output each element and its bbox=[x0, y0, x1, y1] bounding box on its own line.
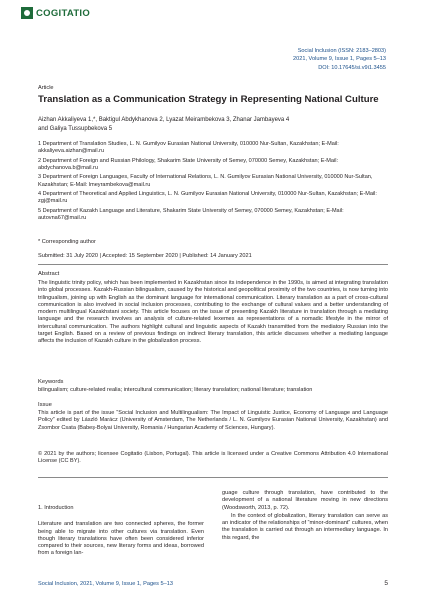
publisher-logo bbox=[21, 7, 90, 19]
journal-volume: 2021, Volume 9, Issue 1, Pages 5–13 bbox=[293, 56, 386, 63]
affiliations bbox=[38, 141, 388, 224]
affiliation-item: 4 Department of Theoretical and Applied Linguistics, L. N. Gumilyov Eurasian National University, 010000 Nur-Sultan, Kazakhstan; E-Mail: zgj@mail.ru bbox=[38, 191, 377, 205]
cogitatio-logo-icon bbox=[21, 7, 33, 19]
body-paragraph: In the context of globalization, literary translation can serve as an indicator of the relationships of “minor-dominant” cultures, when the translation is carried out through an intermediary language. In this regard, the bbox=[222, 512, 388, 541]
affiliation-item: 1 Department of Translation Studies, L. N. Gumilyov Eurasian National University, 010000 Nur-Sultan, Kazakhstan; E-Mail: akkaliyeva.aizhan@mail.ru bbox=[38, 141, 339, 155]
license-notice: © 2021 by the authors; licensee Cogitatio (Lisbon, Portugal). This article is licensed under a Creative Commons Attribution 4.0 International License (CC BY). bbox=[38, 451, 388, 465]
body-column-right bbox=[222, 490, 388, 543]
journal-issn: Social Inclusion (ISSN: 2183–2803) bbox=[297, 48, 386, 54]
author-list bbox=[38, 116, 388, 133]
affiliation-item: 2 Department of Foreign and Russian Philology, Shakarim State University of Semey, 070000 Semey, Kazakhstan; E-Mail: abdychanova.b@mail.ru bbox=[38, 157, 338, 172]
page-number: 5 bbox=[384, 580, 388, 587]
affiliation-item: 3 Department of Foreign Languages, Faculty of International Relations, L. N. Gumilyov Eurasian National University, 010000 Nur-Sultan, Kazakhstan; E-Mail: lmeyrambekova@mail.ru bbox=[38, 174, 373, 188]
body-paragraph: guage culture through translation, have contributed to the development of a national literature moving in new directions (Woodsworth, 2013, p. 72). bbox=[222, 490, 388, 511]
divider bbox=[38, 264, 388, 265]
body-paragraph: Literature and translation are two connected spheres, the former being able to migrate into other cultures via translation. Even though literary translations have often been considered inferior compared to their sources, new literary forms and ideas, borrowed from a foreign lan- bbox=[38, 521, 204, 557]
logo-text: COGITATIO bbox=[36, 7, 91, 19]
journal-info bbox=[293, 47, 386, 72]
keywords-text: bilingualism; culture-related realia; intercultural communication; literary translation; national literature; translation bbox=[38, 387, 313, 393]
article-title: Translation as a Communication Strategy in Representing National Culture bbox=[38, 94, 379, 105]
body-column-left bbox=[38, 505, 204, 559]
affiliation-item: 5 Department of Kazakh Language and Literature, Shakarim State University of Semey, 070000 Semey, Kazakhstan; E-Mail: autovna67@mail.ru bbox=[38, 207, 344, 222]
journal-doi[interactable]: DOI: 10.17645/si.v9i1.3455 bbox=[318, 64, 386, 71]
divider bbox=[38, 477, 388, 478]
issue-heading: Issue bbox=[38, 402, 52, 408]
section-heading: 1. Introduction bbox=[38, 505, 74, 511]
corresponding-author-note: * Corresponding author bbox=[38, 239, 96, 245]
publication-dates: Submitted: 31 July 2020 | Accepted: 15 September 2020 | Published: 14 January 2021 bbox=[38, 253, 252, 259]
authors-line: and Galiya Tussupbekova 5 bbox=[38, 125, 113, 132]
footer-citation: Social Inclusion, 2021, Volume 9, Issue 1, Pages 5–13 bbox=[38, 581, 173, 587]
keywords-heading: Keywords bbox=[38, 379, 64, 385]
article-type-label: Article bbox=[38, 85, 54, 91]
abstract-text: The linguistic trinity policy, which has been implemented in Kazakhstan since its independence in the 1990s, is aimed at integrating translation into global processes. Kazakh-Russian bilingualism, caused by the historical and geopolitical proximity of the two countries, is now turning into trilingualism, joining up with English as the dominant language for international communication. Literary translation as a part of cross-cultural communication is also involved in social inclusion processes, contributing to the exchange of cultural values and a better understanding of modern multilingual Kazakhstani society. This article focuses on the issue of presenting Kazakh literature in translation through a mediating language and the research involves an analysis of culture-related lexemes as representations of a nomadic lifestyle in the mirror of intercultural communication. The authors highlight cultural and linguistic aspects of Kazakh transmitted from the mediatory Russian into the target English. Based on a review of previous findings on indirect literary translation, this article discusses whether a mediating language affects the inclusion of Kazakh culture in the globalization process. bbox=[38, 280, 388, 344]
abstract-heading: Abstract bbox=[38, 271, 60, 277]
authors-line: Aizhan Akkaliyeva 1,*, Baktigul Abdykhanova 2, Lyazat Meirambekova 3, Zhanar Jambayeva 4 bbox=[38, 117, 290, 123]
issue-text: This article is part of the issue “Social Inclusion and Multilingualism: The Impact of Linguistic Justice, Economy of Language and Language Policy” edited by László Marácz (University of Amsterdam, The Netherlands / L. N. Gumilyov Eurasian National University, Kazakhstan) and Zsombor Csata (Babeș-Bolyai University, Romania / Hungarian Academy of Sciences, Hungary). bbox=[38, 410, 388, 431]
